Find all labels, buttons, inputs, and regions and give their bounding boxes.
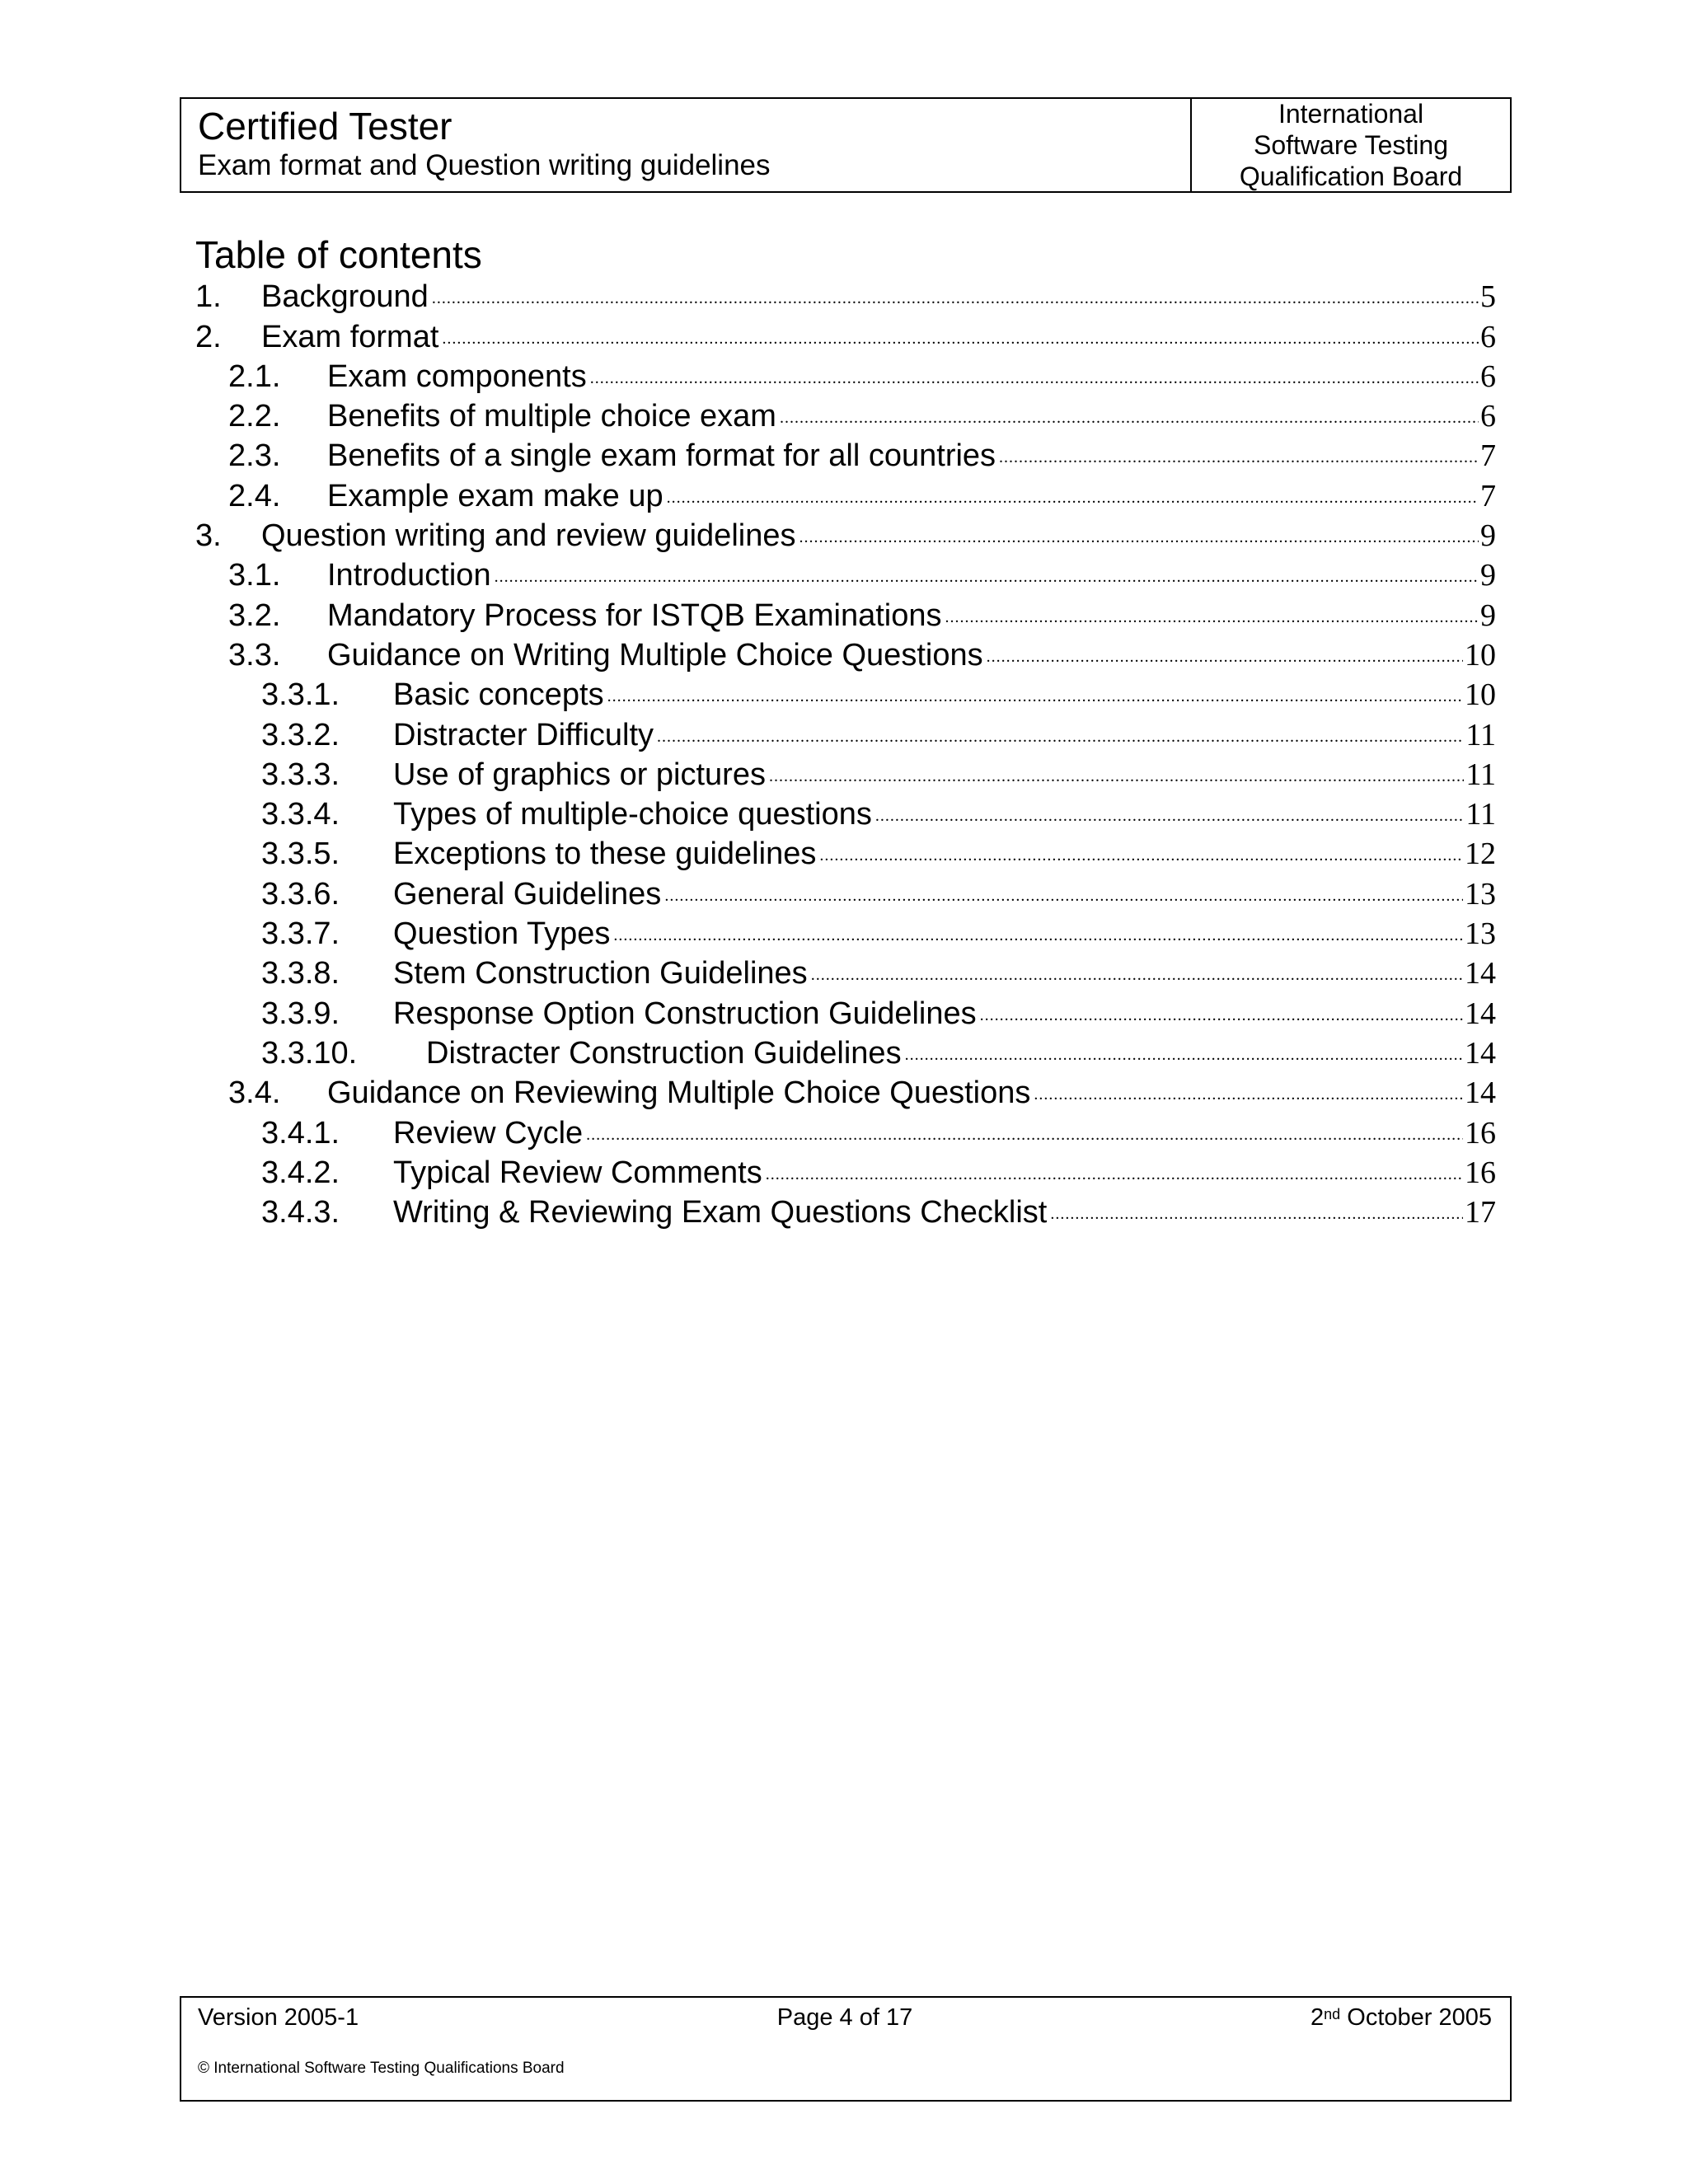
toc-entry-page[interactable]: 9 [1480,598,1496,633]
toc-dot-leader [987,638,1463,674]
toc-entry-page[interactable]: 17 [1465,1195,1496,1230]
toc-entry-title[interactable]: Writing & Reviewing Exam Questions Checklist [393,1195,1048,1230]
organization-block [1190,99,1510,191]
toc-entry-number: 3.3.1. [261,677,340,713]
toc-entry[interactable] [195,316,1496,355]
toc-entry-number: 3.3.10. [261,1035,358,1071]
toc-entry-number: 2.4. [228,478,281,513]
toc-dot-leader [667,479,1479,515]
toc-dot-leader [780,399,1479,435]
toc-entry-title[interactable]: Guidance on Writing Multiple Choice Questions [327,637,983,673]
toc-entry-number: 2.1. [228,359,281,394]
toc-entry[interactable] [195,475,1496,514]
toc-entry-number: 3.2. [228,598,281,633]
toc-entry[interactable] [195,1072,1496,1112]
toc-entry-page[interactable]: 13 [1465,916,1496,952]
toc-heading: Table of contents [195,233,482,276]
toc-dot-leader [980,996,1463,1033]
toc-entry-title[interactable]: Types of multiple-choice questions [393,797,872,832]
toc-dot-leader [590,359,1479,396]
toc-entry-number: 3.3. [228,637,281,673]
toc-entry-number: 3.3.6. [261,876,340,912]
toc-dot-leader [607,677,1463,714]
toc-entry[interactable] [195,794,1496,833]
toc-entry[interactable] [195,635,1496,674]
toc-entry-number: 2.2. [228,399,281,434]
toc-entry[interactable] [195,515,1496,555]
toc-dot-leader [811,956,1463,992]
toc-entry-page[interactable]: 16 [1465,1115,1496,1151]
toc-entry[interactable] [195,992,1496,1032]
toc-entry[interactable] [195,1192,1496,1231]
toc-dot-leader [586,1116,1463,1152]
toc-entry-title[interactable]: Introduction [327,558,491,593]
toc-entry[interactable] [195,356,1496,396]
toc-entry[interactable] [195,1152,1496,1192]
toc-entry[interactable] [195,674,1496,714]
toc-dot-leader [495,558,1479,594]
toc-entry-title[interactable]: Distracter Construction Guidelines [426,1035,902,1071]
toc-entry-number: 2. [195,319,222,354]
toc-entry-page[interactable]: 6 [1480,399,1496,434]
toc-entry[interactable] [195,1112,1496,1151]
toc-entry-number: 2.3. [228,438,281,474]
toc-entry-title[interactable]: Mandatory Process for ISTQB Examinations [327,598,942,633]
organization-line-2: Software Testing [1254,130,1448,160]
toc-entry-number: 3.4.2. [261,1155,340,1190]
page-footer [180,1996,1512,2102]
footer-row [198,2001,1492,2034]
footer-page-number: Page 4 of 17 [776,2004,913,2031]
toc-entry-title[interactable]: Typical Review Comments [393,1155,762,1190]
footer-date-day: 2 [1311,2004,1325,2031]
toc-dot-leader [664,877,1463,913]
toc-entry-title[interactable]: Benefits of multiple choice exam [327,399,776,434]
toc-entry-number: 3.3.5. [261,837,340,872]
toc-dot-leader [999,438,1479,475]
toc-dot-leader [613,916,1463,953]
toc-entry-page[interactable]: 7 [1480,478,1496,513]
toc-entry-page[interactable]: 14 [1465,1076,1496,1111]
footer-date [1311,2001,1492,2034]
toc-entry-page[interactable]: 16 [1465,1155,1496,1190]
toc-entry-page[interactable]: 9 [1480,558,1496,593]
toc-entry-title[interactable]: Use of graphics or pictures [393,757,766,792]
toc-entry[interactable] [195,873,1496,912]
toc-entry[interactable] [195,833,1496,873]
toc-dot-leader [766,1155,1463,1192]
toc-entry[interactable] [195,594,1496,634]
organization-line-1: International [1278,99,1424,129]
toc-entry-page[interactable]: 11 [1465,757,1496,792]
document-subtitle: Exam format and Question writing guidelines [198,149,771,181]
toc-entry[interactable] [195,913,1496,953]
header-title-block [181,99,1190,191]
toc-entry-title[interactable]: Basic concepts [393,677,604,713]
footer-version: Version 2005-1 [198,2004,359,2031]
toc-entry-number: 3.3.7. [261,916,340,952]
footer-copyright: © International Software Testing Qualifications Board [198,2060,565,2077]
toc-entry-page[interactable]: 9 [1480,518,1496,554]
organization-line-3: Qualification Board [1239,162,1463,191]
toc-entry-number: 3.4. [228,1076,281,1111]
toc-entry-number: 3.3.2. [261,717,340,752]
toc-entry-number: 3. [195,518,222,554]
toc-entry-page[interactable]: 14 [1465,956,1496,991]
toc-entry-number: 3.4.3. [261,1195,340,1230]
toc-entry-number: 3.3.4. [261,797,340,832]
toc-entry-page[interactable]: 7 [1480,438,1496,474]
toc-dot-leader [1050,1195,1463,1231]
table-of-contents [195,276,1496,1231]
toc-entry[interactable] [195,276,1496,316]
page-header [180,97,1512,193]
toc-entry-title[interactable]: Exam components [327,359,587,394]
toc-entry-page[interactable]: 10 [1465,637,1496,673]
toc-dot-leader [657,718,1464,754]
toc-entry-page[interactable]: 14 [1465,996,1496,1031]
toc-entry[interactable] [195,953,1496,992]
toc-dot-leader [769,757,1464,794]
toc-entry-title[interactable]: Distracter Difficulty [393,717,654,752]
toc-entry[interactable] [195,754,1496,794]
toc-entry-page[interactable]: 10 [1465,677,1496,713]
toc-entry-title[interactable]: Review Cycle [393,1115,584,1151]
toc-entry-title[interactable]: Response Option Construction Guidelines [393,996,977,1031]
toc-entry-number: 3.3.8. [261,956,340,991]
toc-entry-number: 1. [195,279,222,315]
toc-entry-page[interactable]: 5 [1480,279,1496,315]
toc-entry-page[interactable]: 14 [1465,1035,1496,1071]
toc-entry[interactable] [195,396,1496,435]
toc-entry[interactable] [195,435,1496,475]
toc-entry-title[interactable]: Question writing and review guidelines [261,518,796,554]
toc-entry-title[interactable]: Exam format [261,319,439,354]
toc-entry-title[interactable]: General Guidelines [393,876,662,912]
footer-date-suffix: nd [1324,2006,1341,2022]
toc-dot-leader [432,279,1479,316]
toc-dot-leader [1034,1076,1463,1112]
toc-entry-title[interactable]: Stem Construction Guidelines [393,956,808,991]
toc-entry[interactable] [195,714,1496,753]
toc-entry[interactable] [195,1033,1496,1072]
toc-entry[interactable] [195,555,1496,594]
toc-dot-leader [799,518,1479,555]
toc-entry-page[interactable]: 11 [1465,717,1496,752]
toc-entry-title[interactable]: Benefits of a single exam format for all countries [327,438,996,474]
toc-entry-number: 3.3.9. [261,996,340,1031]
document-title: Certified Tester [198,105,452,148]
toc-entry-number: 3.1. [228,558,281,593]
toc-dot-leader [442,320,1479,356]
footer-date-rest: October 2005 [1340,2004,1492,2031]
toc-entry-title[interactable]: Example exam make up [327,478,663,513]
toc-entry-number: 3.3.3. [261,757,340,792]
toc-dot-leader [905,1036,1463,1072]
toc-entry-title[interactable]: Guidance on Reviewing Multiple Choice Questions [327,1076,1031,1111]
toc-dot-leader [875,797,1465,833]
toc-entry-page[interactable]: 13 [1465,876,1496,912]
toc-entry-title[interactable]: Exceptions to these guidelines [393,837,817,872]
toc-entry-page[interactable]: 11 [1465,797,1496,832]
toc-entry-page[interactable]: 6 [1480,319,1496,354]
toc-entry-title[interactable]: Background [261,279,429,315]
toc-entry-number: 3.4.1. [261,1115,340,1151]
toc-dot-leader [819,837,1463,873]
toc-entry-page[interactable]: 6 [1480,359,1496,394]
toc-entry-title[interactable]: Question Types [393,916,611,952]
toc-dot-leader [945,598,1479,635]
toc-entry-page[interactable]: 12 [1465,837,1496,872]
